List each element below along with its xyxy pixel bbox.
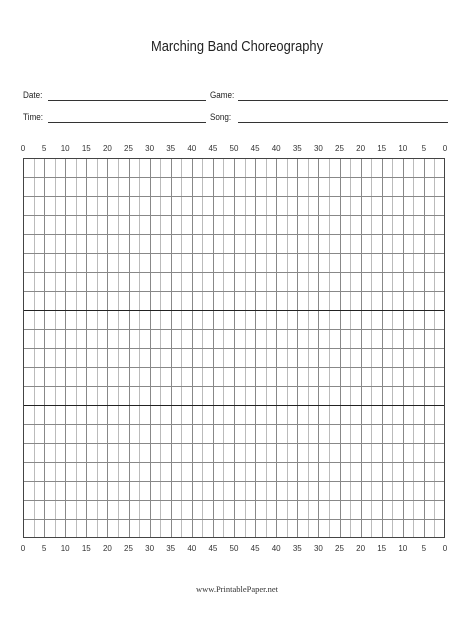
time-line: [48, 122, 206, 123]
top-tick-label: 0: [20, 144, 26, 153]
bottom-tick-label: 35: [166, 544, 176, 553]
top-tick-label: 20: [102, 144, 112, 153]
game-line: [238, 100, 448, 101]
top-tick-label: 25: [124, 144, 133, 153]
top-tick-label: 50: [229, 144, 239, 153]
bottom-tick-label: 25: [124, 544, 133, 553]
bottom-tick-label: 25: [335, 544, 344, 553]
bottom-tick-label: 10: [60, 544, 70, 553]
bottom-tick-label: 30: [313, 544, 323, 553]
field-grid-svg: [23, 158, 445, 538]
page-title: Marching Band Choreography: [150, 38, 324, 55]
bottom-tick-label: 10: [398, 544, 408, 553]
top-tick-label: 35: [292, 144, 302, 153]
top-tick-label: 10: [60, 144, 70, 153]
field-grid: [23, 158, 445, 538]
yard-ticks-top: [0, 144, 474, 154]
bottom-tick-label: 5: [41, 544, 47, 553]
top-tick-label: 30: [145, 144, 155, 153]
bottom-tick-label: 15: [81, 544, 91, 553]
bottom-tick-label: 45: [208, 544, 218, 553]
top-tick-label: 40: [271, 144, 281, 153]
date-line: [48, 100, 206, 101]
bottom-tick-label: 40: [271, 544, 281, 553]
top-tick-label: 15: [81, 144, 91, 153]
top-tick-label: 0: [442, 144, 448, 153]
time-label: Time:: [23, 112, 43, 122]
top-tick-label: 10: [398, 144, 408, 153]
song-line: [238, 122, 448, 123]
bottom-tick-label: 20: [102, 544, 112, 553]
top-tick-label: 30: [313, 144, 323, 153]
top-tick-label: 25: [335, 144, 344, 153]
top-tick-label: 45: [250, 144, 260, 153]
bottom-tick-label: 30: [145, 544, 155, 553]
song-label: Song:: [210, 112, 232, 122]
top-tick-label: 20: [356, 144, 366, 153]
bottom-tick-label: 40: [187, 544, 197, 553]
game-label: Game:: [210, 90, 235, 100]
top-tick-label: 5: [41, 144, 47, 153]
top-tick-label: 5: [421, 144, 427, 153]
top-tick-label: 15: [377, 144, 387, 153]
bottom-tick-label: 35: [292, 544, 302, 553]
bottom-tick-label: 15: [377, 544, 387, 553]
bottom-tick-label: 50: [229, 544, 239, 553]
top-tick-label: 40: [187, 144, 197, 153]
bottom-tick-label: 45: [250, 544, 260, 553]
top-tick-label: 45: [208, 144, 218, 153]
yard-ticks-bottom: [0, 544, 474, 554]
bottom-tick-label: 5: [421, 544, 427, 553]
bottom-tick-label: 0: [20, 544, 26, 553]
footer-url: www.PrintablePaper.net: [195, 584, 279, 594]
top-tick-label: 35: [166, 144, 176, 153]
date-label: Date:: [23, 90, 43, 100]
bottom-tick-label: 20: [356, 544, 366, 553]
bottom-tick-label: 0: [442, 544, 448, 553]
